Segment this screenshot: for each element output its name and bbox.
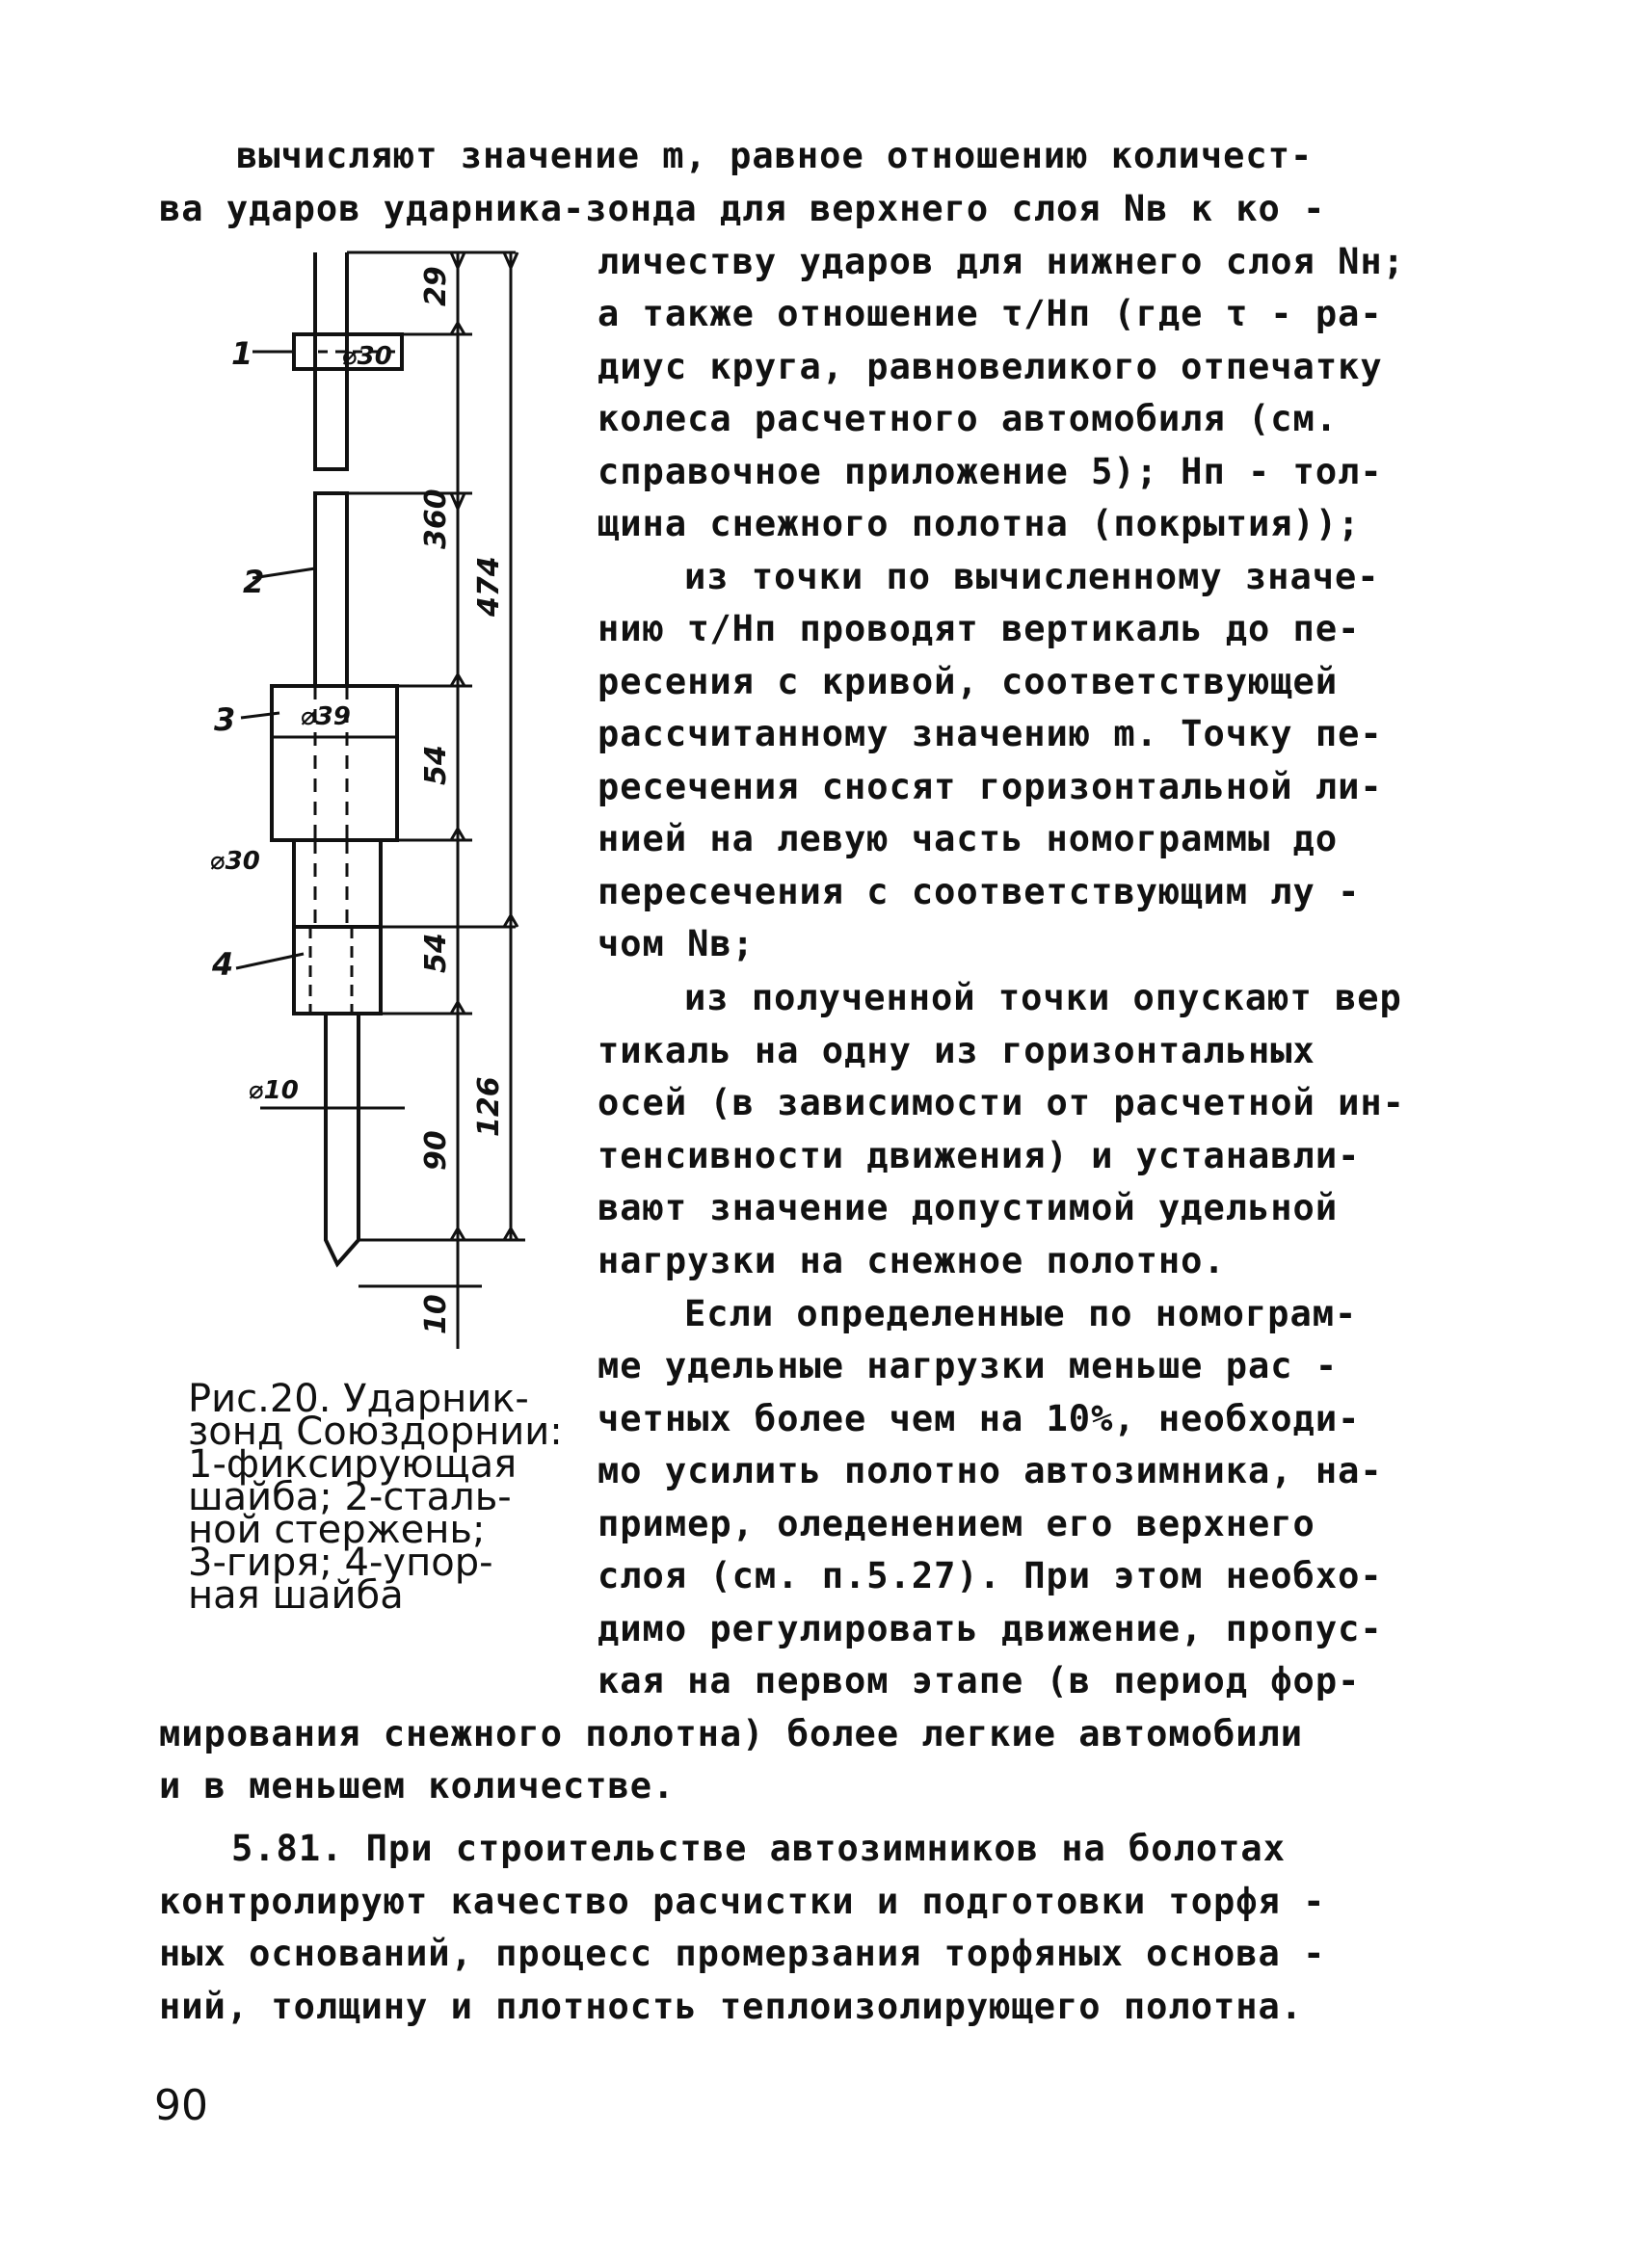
caption-line: зонд Союздорнии: [188, 1410, 563, 1454]
text-line: диус круга, равновеликого отпечатку [598, 346, 1383, 387]
caption-line: 3-гиря; 4-упор- [188, 1541, 493, 1585]
text-line: нию τ/Hп проводят вертикаль до пе- [598, 608, 1361, 649]
steel-rod [315, 493, 347, 686]
text-line: ресения с кривой, соответствующей [598, 661, 1339, 702]
diameter-label: ⌀10 [249, 1076, 299, 1105]
text-line: а также отношение τ/Hп (где τ - ра- [598, 293, 1383, 334]
diameter-label: ⌀30 [210, 847, 260, 876]
text-line: щина снежного полотна (покрытия)); [598, 503, 1361, 544]
dimension-label: 474 [472, 556, 506, 617]
caption-line: Рис.20. Ударник- [188, 1377, 529, 1421]
text-line: ме удельные нагрузки меньше рас - [598, 1345, 1339, 1386]
text-line: Если определенные по номограм- [684, 1293, 1358, 1334]
text-line: ресечения сносят горизонтальной ли- [598, 766, 1383, 807]
text-line: чом Nв; [598, 923, 755, 964]
text-line: из точки по вычисленному значе- [684, 556, 1380, 597]
part-number-label: 2 [243, 564, 265, 600]
dimension-label: 126 [472, 1076, 506, 1137]
dimension-label: 29 [419, 266, 453, 306]
dimension-label: 54 [419, 745, 453, 785]
page-number: 90 [154, 2081, 208, 2130]
text-line: вают значение допустимой удельной [598, 1187, 1339, 1228]
text-line: ных оснований, процесс промерзания торфяных основа - [159, 1933, 1326, 1974]
dimension-label: 90 [419, 1130, 453, 1171]
text-line: тикаль на одну из горизонтальных [598, 1030, 1315, 1071]
text-line: кая на первом этапе (в период фор- [598, 1660, 1361, 1701]
dimension-label: 10 [419, 1294, 453, 1334]
caption-line: 1-фиксирующая [188, 1442, 518, 1487]
text-line: пример, оледенением его верхнего [598, 1503, 1315, 1544]
text-line: нагрузки на снежное полотно. [598, 1240, 1226, 1281]
part-number-label: 3 [214, 701, 236, 738]
part-number-label: 4 [212, 946, 234, 983]
text-line: ва ударов ударника-зонда для верхнего слоя Nв к ко - [159, 188, 1326, 229]
text-line: тенсивности движения) и устанавли- [598, 1135, 1361, 1176]
diameter-label: ⌀39 [301, 702, 351, 731]
dimension-label: 360 [419, 488, 453, 549]
caption-line: ной стержень; [188, 1508, 486, 1552]
rod-tip [326, 1014, 359, 1264]
text-line: слоя (см. п.5.27). При этом необхо- [598, 1555, 1383, 1596]
text-line: четных более чем на 10%, необходи- [598, 1398, 1361, 1439]
caption-line: ная шайба [188, 1573, 404, 1618]
text-line: димо регулировать движение, пропус- [598, 1608, 1383, 1649]
text-line: мирования снежного полотна) более легкие автомобили [159, 1713, 1304, 1754]
text-line: колеса расчетного автомобиля (см. [598, 398, 1339, 439]
text-line: справочное приложение 5); Hп - тол- [598, 451, 1383, 492]
text-line: и в меньшем количестве. [159, 1765, 676, 1806]
text-line: пересечения с соответствующим лу - [598, 871, 1361, 912]
text-line: рассчитанному значению m. Точку пе- [598, 713, 1383, 754]
text-line: ний, толщину и плотность теплоизолирующего полотна. [159, 1986, 1304, 2027]
part-number-label: 1 [231, 335, 253, 372]
stop-washer [294, 927, 381, 1014]
diameter-label: ⌀30 [342, 342, 392, 371]
text-line: контролируют качество расчистки и подготовки торфя - [159, 1881, 1326, 1922]
text-line: личеству ударов для нижнего слоя Nн; [598, 241, 1405, 282]
text-line: осей (в зависимости от расчетной ин- [598, 1082, 1405, 1123]
text-line: из полученной точки опускают вер [684, 977, 1402, 1018]
text-line: мо усилить полотно автозимника, на- [598, 1450, 1383, 1491]
text-line: вычисляют значение m, равное отношению количест- [236, 135, 1314, 176]
text-line: нией на левую часть номограммы до [598, 818, 1339, 859]
dimension-label: 54 [419, 933, 453, 973]
text-line: 5.81. При строительстве автозимников на болотах [231, 1828, 1286, 1869]
caption-line: шайба; 2-сталь- [188, 1475, 512, 1519]
